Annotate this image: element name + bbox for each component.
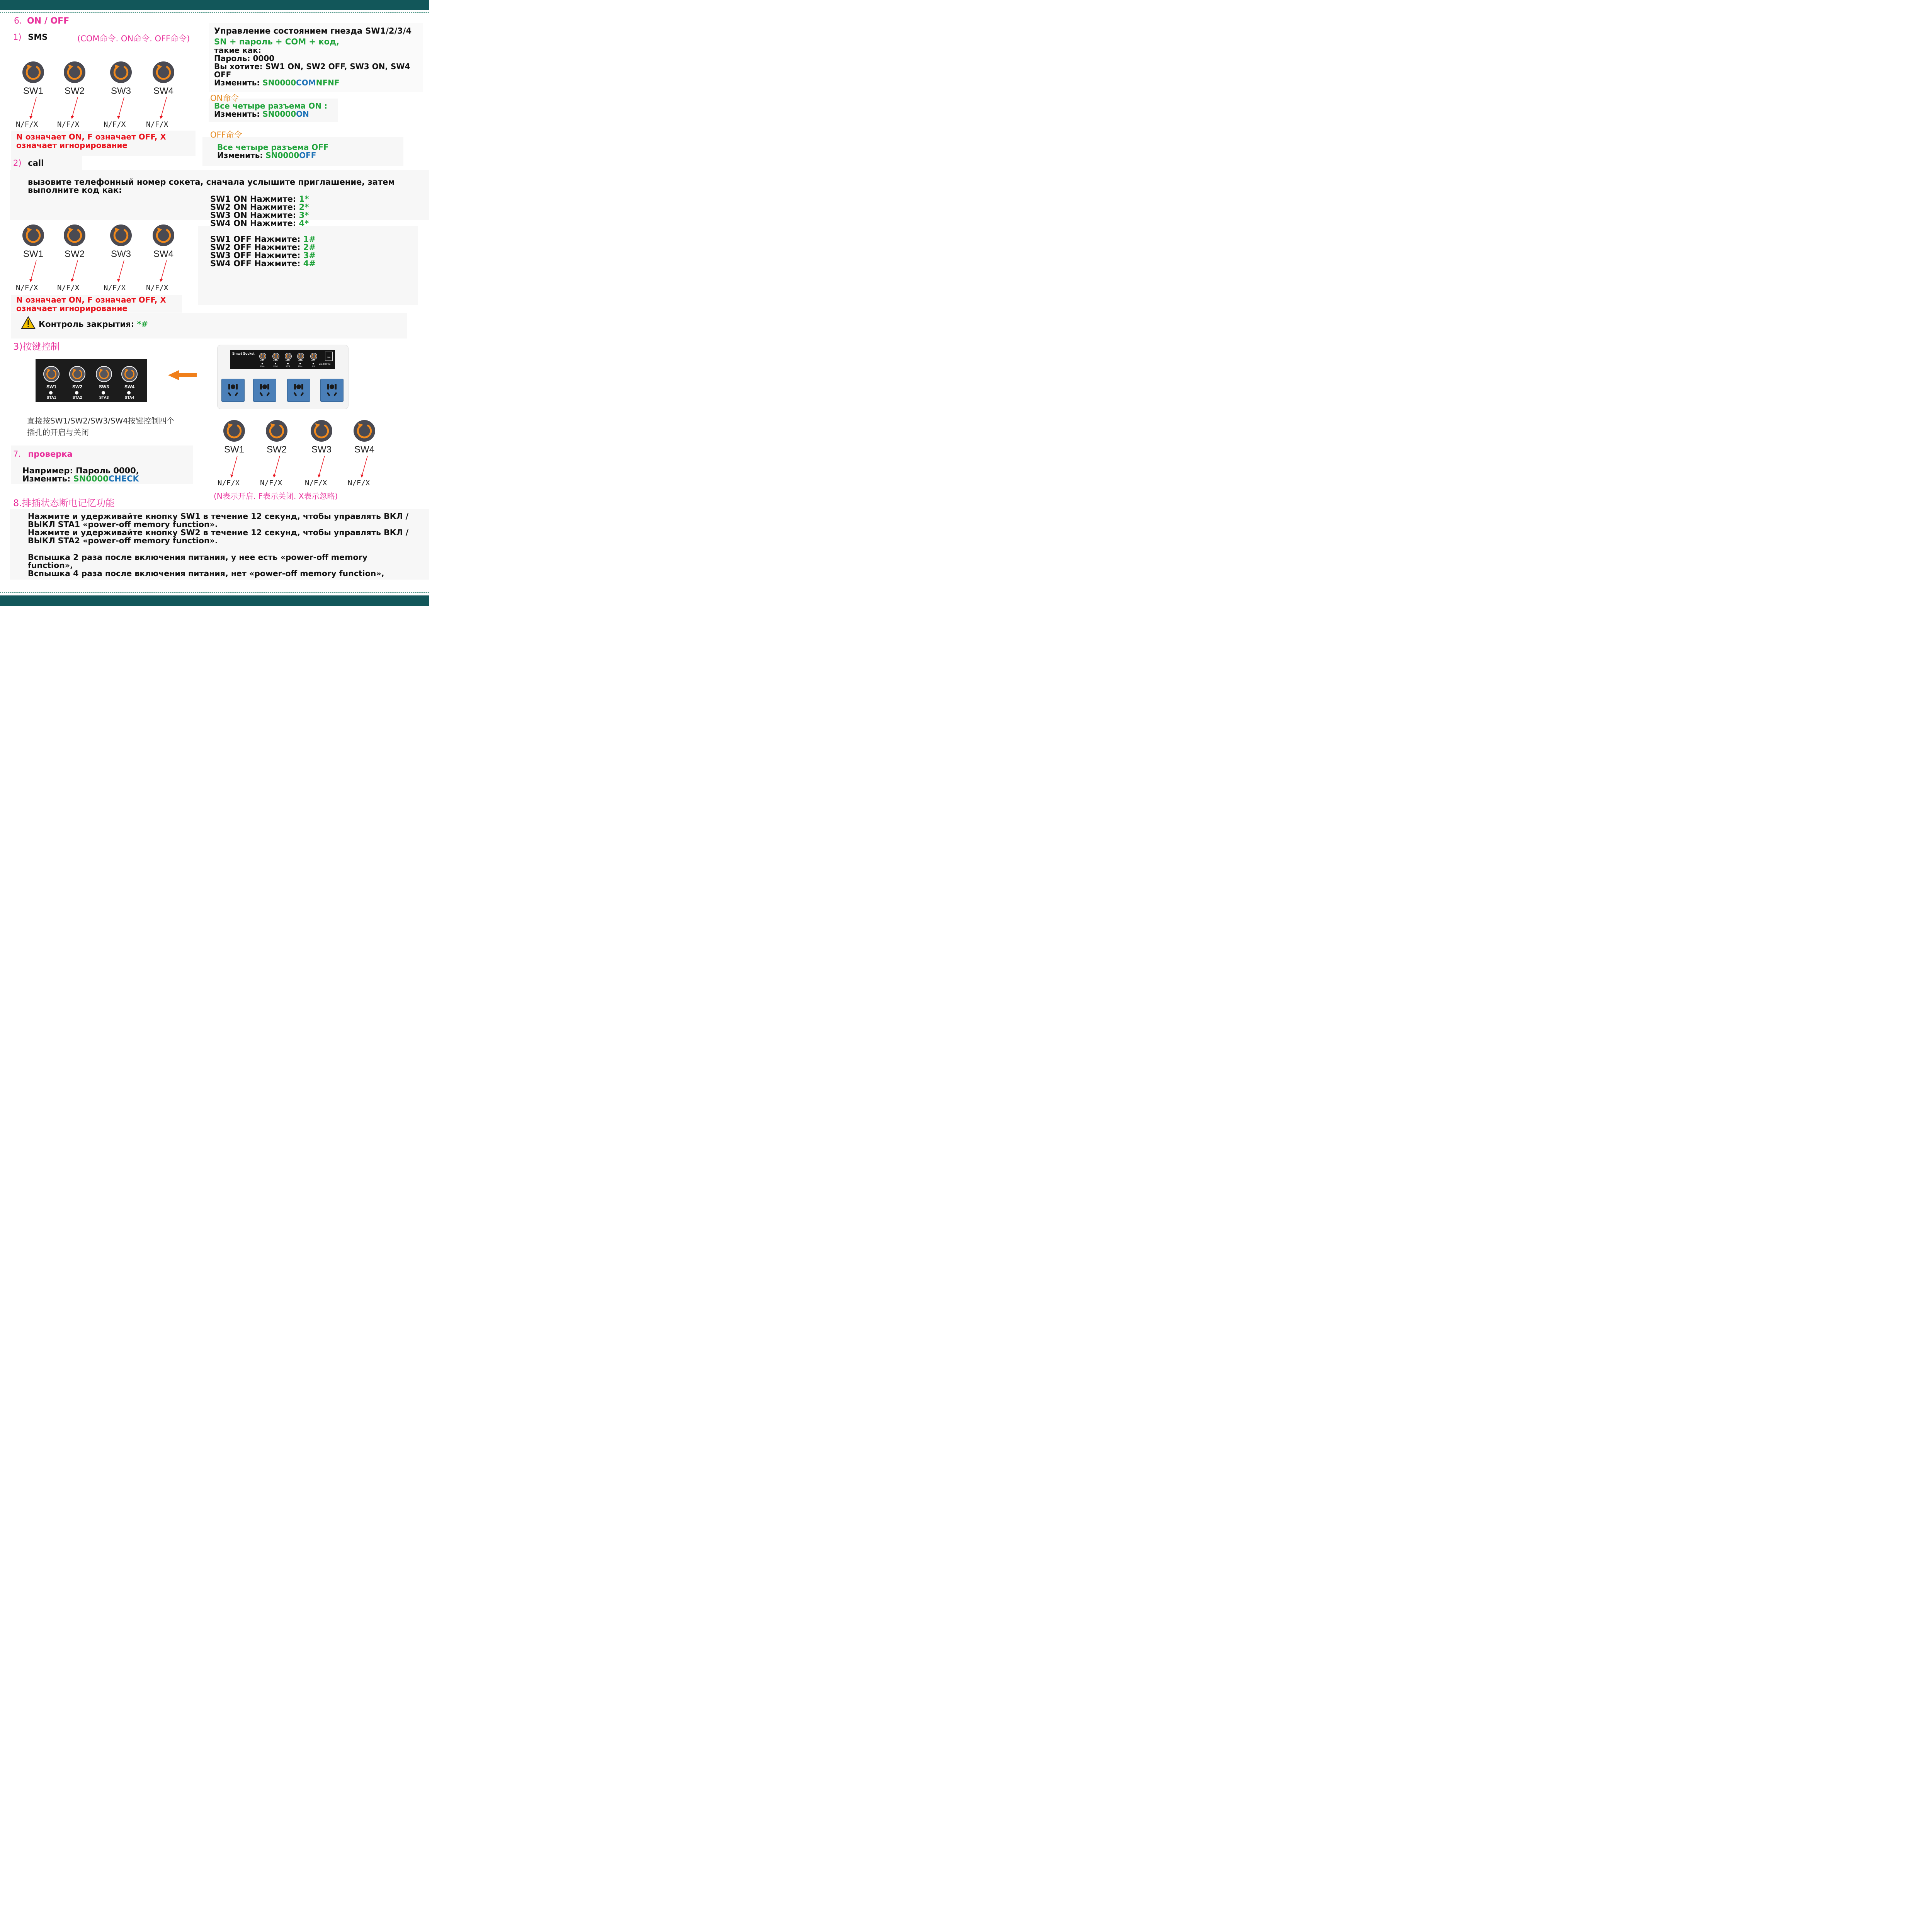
switch-label: SW4 bbox=[153, 249, 173, 259]
switch-label: SW1 bbox=[23, 249, 43, 259]
off-code-off: OFF bbox=[299, 151, 316, 160]
nfx-label: N/F/X bbox=[218, 479, 240, 487]
call-instruction bbox=[28, 178, 395, 194]
nfx-label: N/F/X bbox=[146, 284, 168, 292]
panel-button-label: SW1 bbox=[46, 384, 56, 389]
status-led bbox=[49, 391, 53, 395]
top-dash-line bbox=[0, 12, 429, 13]
press-off-label: SW1 OFF Нажмите: bbox=[210, 235, 303, 244]
nfx-label: N/F/X bbox=[305, 479, 327, 487]
device-led bbox=[262, 363, 263, 364]
press-off-code: 4# bbox=[303, 259, 316, 268]
panel-button[interactable] bbox=[121, 366, 138, 382]
pointer-arrow bbox=[267, 455, 282, 480]
device-status-label: STA2 bbox=[273, 365, 278, 367]
nfx-label: N/F/X bbox=[57, 284, 80, 292]
nfx-label: N/F/X bbox=[16, 120, 38, 129]
panel-button-label: SW4 bbox=[124, 384, 134, 389]
device-status-label: STA4 bbox=[298, 365, 303, 367]
status-led bbox=[127, 391, 131, 395]
switch-label: SW2 bbox=[64, 249, 85, 259]
nfx-label: N/F/X bbox=[57, 120, 80, 129]
power-knob-icon bbox=[223, 420, 245, 442]
socket-outlet-icon bbox=[320, 379, 344, 402]
press-off-row bbox=[210, 252, 316, 260]
press-on-row bbox=[210, 219, 309, 228]
press-on-label: SW2 ON Нажмите: bbox=[210, 202, 299, 212]
on-cmd-text: Все четыре разъема ON : bbox=[214, 101, 327, 111]
off-cmd-heading: OFF命令 bbox=[210, 130, 242, 139]
section-7-number: 7. bbox=[13, 449, 21, 459]
device-button bbox=[310, 353, 317, 360]
ctrl-code-com: COM bbox=[296, 78, 316, 87]
section-6-title: ON / OFF bbox=[27, 16, 70, 26]
ctrl-line-4: OFF bbox=[214, 70, 231, 79]
close-ctrl-line: Контроль закрытия: *# bbox=[39, 320, 148, 329]
switch-label: SW2 bbox=[64, 86, 85, 96]
switch-label: SW3 bbox=[111, 86, 131, 96]
device-status-label: SIG bbox=[312, 365, 315, 367]
panel-button-label: SW3 bbox=[99, 384, 109, 389]
press-on-row bbox=[210, 211, 309, 219]
section-7-title: проверка bbox=[28, 449, 73, 459]
nfx-label: N/F/X bbox=[146, 120, 168, 129]
status-label: STA3 bbox=[99, 396, 109, 400]
section-6-number: 6. bbox=[14, 16, 22, 26]
check-example: Например: Пароль 0000, bbox=[22, 466, 139, 475]
top-band bbox=[0, 0, 429, 10]
nfx-label: N/F/X bbox=[104, 284, 126, 292]
device-control-strip bbox=[230, 350, 335, 369]
power-knob-icon bbox=[22, 224, 44, 246]
off-change-line: Изменить: SN0000OFF bbox=[217, 151, 316, 160]
on-change-label: Изменить bbox=[214, 109, 257, 119]
power-knob-icon bbox=[110, 61, 132, 83]
power-knob-icon bbox=[22, 61, 44, 83]
sms-number: 1) bbox=[13, 32, 22, 42]
pointer-arrow bbox=[153, 260, 169, 284]
panel-button[interactable] bbox=[43, 366, 60, 382]
ctrl-code-sn: SN0000 bbox=[262, 78, 296, 87]
ctrl-example-block bbox=[214, 46, 410, 87]
ctrl-code-value: NFNF bbox=[316, 78, 340, 87]
sms-label: SMS bbox=[28, 32, 48, 42]
on-cmd-block bbox=[214, 102, 327, 118]
press-off-code: 3# bbox=[303, 251, 316, 260]
section-8-heading: 8.排插状态断电记忆功能 bbox=[13, 498, 115, 509]
switch-label: SW3 bbox=[311, 444, 332, 455]
close-ctrl-code: *# bbox=[137, 320, 148, 329]
memory-block bbox=[28, 512, 408, 578]
status-label: STA2 bbox=[72, 396, 82, 400]
on-code-sn: SN0000 bbox=[262, 109, 296, 119]
nfx-label: N/F/X bbox=[104, 120, 126, 129]
nfx-label: N/F/X bbox=[260, 479, 282, 487]
pointer-arrow bbox=[23, 97, 39, 121]
memory-p3-line-2: function», bbox=[28, 561, 73, 570]
off-cmd-text: Все четыре разъема OFF bbox=[217, 143, 329, 152]
press-on-code: 1* bbox=[299, 194, 309, 204]
status-label: STA1 bbox=[46, 396, 56, 400]
device-ce-mark: CE RoHS bbox=[319, 363, 331, 366]
device-button bbox=[259, 353, 266, 360]
check-change-line: Изменить: SN0000CHECK bbox=[22, 474, 139, 483]
panel-button-label: SW2 bbox=[72, 384, 82, 389]
device-title: Smart Socket bbox=[232, 352, 255, 355]
bottom-band bbox=[0, 595, 429, 606]
press-on-label: SW1 ON Нажмите: bbox=[210, 194, 299, 204]
device-button-label: SW4 bbox=[298, 360, 303, 362]
memory-p3-line-1: Вспышка 2 раза после включения питания, у нее есть «power-off memory bbox=[28, 553, 367, 562]
check-block bbox=[22, 467, 139, 483]
call-label: call bbox=[28, 158, 44, 168]
status-led bbox=[102, 391, 105, 395]
call-instruction-line-1: вызовите телефонный номер сокета, сначала услышите приглашение, затем bbox=[28, 177, 395, 187]
button-control-heading: 3)按键控制 bbox=[13, 341, 60, 352]
nfx-label: N/F/X bbox=[348, 479, 370, 487]
button-panel bbox=[36, 359, 147, 402]
on-cmd-heading: ON命令 bbox=[210, 94, 239, 103]
ctrl-line-3: Вы хотите: SW1 ON, SW2 OFF, SW3 ON, SW4 bbox=[214, 62, 410, 71]
device-button bbox=[297, 353, 304, 360]
ctrl-change-label: Изменить bbox=[214, 78, 257, 87]
ctrl-line-2: Пароль: 0000 bbox=[214, 54, 275, 63]
button-control-text-line-1: 直接按SW1/SW2/SW3/SW4按键控制四个 bbox=[27, 416, 174, 425]
device-status-label: STA3 bbox=[286, 365, 290, 367]
status-led bbox=[75, 391, 78, 395]
call-number: 2) bbox=[13, 158, 22, 168]
panel-button[interactable] bbox=[96, 366, 112, 382]
device-led bbox=[275, 363, 276, 364]
device-button-label: SW3 bbox=[286, 360, 290, 362]
pointer-arrow bbox=[65, 260, 80, 284]
switch-label: SW1 bbox=[23, 86, 43, 96]
pointer-arrow bbox=[354, 455, 370, 480]
press-on-code: 2* bbox=[299, 202, 309, 212]
section-6-heading bbox=[14, 16, 69, 26]
memory-p4-line-1: Вспышка 4 раза после включения питания, нет «power-off memory function», bbox=[28, 569, 384, 578]
sms-nfx-note-line-1: N означает ON, F означает OFF, X bbox=[16, 132, 166, 141]
off-change-label: Изменить bbox=[217, 151, 260, 160]
press-off-row bbox=[210, 260, 316, 268]
ctrl-line-1: такие как: bbox=[214, 46, 261, 55]
press-off-code: 1# bbox=[303, 235, 316, 244]
power-knob-icon bbox=[64, 224, 85, 246]
button-control-text-line-2: 插孔的开启与关闭 bbox=[27, 428, 89, 437]
bottom-dash-line bbox=[0, 592, 429, 593]
call-instruction-line-2: выполните код как: bbox=[28, 185, 122, 195]
device-button bbox=[285, 353, 292, 360]
power-knob-icon bbox=[266, 420, 287, 442]
memory-p2-line-2: ВЫКЛ STA2 «power-off memory function». bbox=[28, 536, 218, 545]
on-change-line: Изменить: SN0000ON bbox=[214, 109, 309, 119]
section-7-heading bbox=[13, 449, 73, 459]
button-control-text bbox=[27, 415, 174, 438]
pointer-arrow bbox=[311, 455, 327, 480]
sms-nfx-note-line-2: означает игнорирование bbox=[16, 141, 128, 150]
press-on-label: SW4 ON Нажмите: bbox=[210, 219, 299, 228]
switch-label: SW2 bbox=[266, 444, 287, 455]
sms-command-list: (COM命令. ON命令. OFF命令) bbox=[77, 34, 190, 43]
switch-label: SW4 bbox=[354, 444, 374, 455]
press-on-list bbox=[210, 195, 309, 228]
press-on-code: 3* bbox=[299, 211, 309, 220]
ctrl-title: Управление состоянием гнезда SW1/2/3/4 bbox=[214, 26, 412, 36]
status-label: STA4 bbox=[124, 396, 134, 400]
power-knob-icon bbox=[354, 420, 375, 442]
device-button-label: SW1 bbox=[260, 360, 265, 362]
device-led bbox=[299, 363, 301, 364]
call-nfx-note-line-2: означает игнорирование bbox=[16, 304, 128, 313]
switch-label: SW3 bbox=[111, 249, 131, 259]
cn-nfx-note: (N表示开启. F表示关闭. X表示忽略) bbox=[214, 492, 338, 501]
on-code-on: ON bbox=[296, 109, 309, 119]
press-off-row bbox=[210, 235, 316, 243]
press-off-row bbox=[210, 243, 316, 252]
power-knob-icon bbox=[110, 224, 132, 246]
power-knob-icon bbox=[153, 61, 174, 83]
ctrl-formula: SN + пароль + COM + код, bbox=[214, 37, 339, 46]
device-sim-label: SIM bbox=[327, 357, 331, 359]
press-off-list bbox=[210, 235, 316, 268]
call-subheading bbox=[13, 158, 44, 168]
device-button-label: SW2 bbox=[273, 360, 278, 362]
press-off-label: SW2 OFF Нажмите: bbox=[210, 243, 303, 252]
press-on-row bbox=[210, 195, 309, 203]
warning-icon bbox=[21, 316, 36, 331]
press-off-code: 2# bbox=[303, 243, 316, 252]
device-led bbox=[287, 363, 289, 364]
nfx-label: N/F/X bbox=[16, 284, 38, 292]
press-off-label: SW3 OFF Нажмите: bbox=[210, 251, 303, 260]
device-button-label: SET bbox=[311, 360, 316, 362]
power-knob-icon bbox=[153, 224, 174, 246]
press-off-label: SW4 OFF Нажмите: bbox=[210, 259, 303, 268]
pointer-arrow bbox=[153, 97, 169, 121]
call-nfx-note bbox=[16, 296, 166, 313]
check-code-sn: SN0000 bbox=[73, 474, 109, 483]
power-knob-icon bbox=[64, 61, 85, 83]
pointer-arrow bbox=[23, 260, 39, 284]
off-code-sn: SN0000 bbox=[265, 151, 299, 160]
device-led bbox=[313, 363, 314, 364]
pointer-arrow bbox=[224, 455, 240, 480]
power-knob-icon bbox=[311, 420, 332, 442]
device-button bbox=[272, 353, 279, 360]
switch-label: SW1 bbox=[224, 444, 244, 455]
off-cmd-block bbox=[217, 143, 329, 160]
socket-outlet-icon bbox=[287, 379, 310, 402]
panel-button[interactable] bbox=[69, 366, 85, 382]
memory-p1-line-1: Нажмите и удерживайте кнопку SW1 в течение 12 секунд, чтобы управлять ВКЛ / bbox=[28, 512, 409, 521]
check-code-check: CHECK bbox=[108, 474, 139, 483]
pointer-arrow bbox=[111, 97, 126, 121]
check-change-label: Изменить bbox=[22, 474, 67, 483]
pointer-arrow bbox=[111, 260, 126, 284]
device-sim-slot bbox=[325, 352, 333, 361]
sms-nfx-note bbox=[16, 133, 166, 150]
memory-p2-line-1: Нажмите и удерживайте кнопку SW2 в течение 12 секунд, чтобы управлять ВКЛ / bbox=[28, 528, 409, 537]
switch-label: SW4 bbox=[153, 86, 173, 96]
smart-socket-device bbox=[217, 345, 349, 409]
press-on-label: SW3 ON Нажмите: bbox=[210, 211, 299, 220]
press-on-row bbox=[210, 203, 309, 211]
close-ctrl-label: Контроль закрытия bbox=[39, 320, 131, 329]
memory-p1-line-2: ВЫКЛ STA1 «power-off memory function». bbox=[28, 520, 218, 529]
call-nfx-note-line-1: N означает ON, F означает OFF, X bbox=[16, 295, 166, 304]
socket-outlet-icon bbox=[221, 379, 245, 402]
press-on-code: 4* bbox=[299, 219, 309, 228]
socket-outlet-icon bbox=[253, 379, 276, 402]
ctrl-change-line: Изменить: SN0000COMNFNF bbox=[214, 78, 340, 87]
device-status-label: STA1 bbox=[260, 365, 265, 367]
pointer-arrow bbox=[65, 97, 80, 121]
left-arrow-icon bbox=[168, 370, 197, 382]
sms-subheading bbox=[13, 32, 48, 42]
